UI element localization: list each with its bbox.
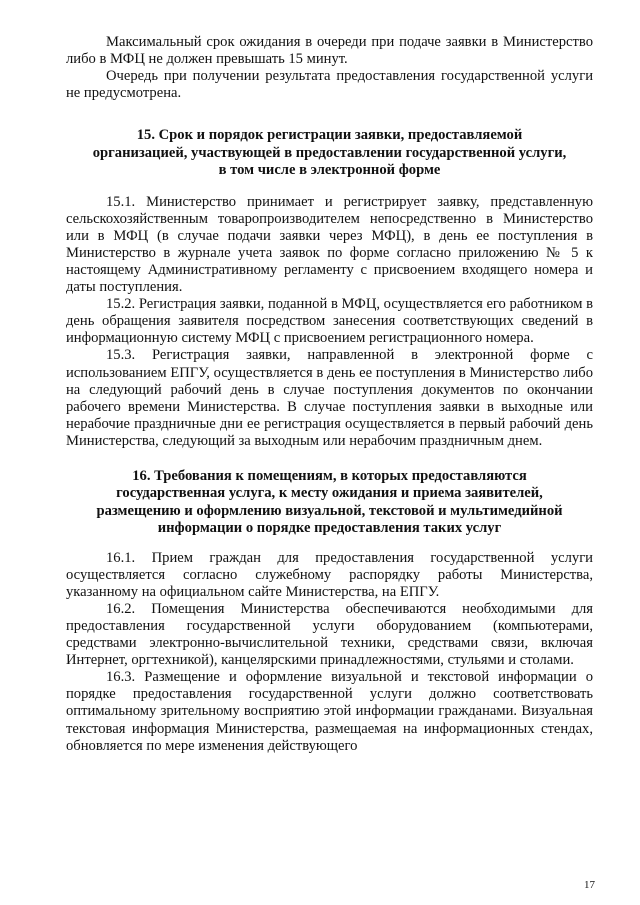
document-page xyxy=(66,34,593,755)
paragraph-queue-result: Очередь при получении результата предоставления государственной услуги не предусмотрена. xyxy=(66,68,593,102)
section-16-heading-line: размещению и оформлению визуальной, текстовой и мультимедийной xyxy=(96,502,563,519)
section-15-heading-line: в том числе в электронной форме xyxy=(218,162,441,179)
paragraph-16-3: 16.3. Размещение и оформление визуальной и текстовой информации о порядке предоставления государственной услуги должно соответствовать оптимальному зрительному восприятию этой информации гражданами. Визуальная текстовая информация Министерства, размещаемая на информационных стендах, обновляется по мере изменения действующего xyxy=(66,669,593,754)
page-number: 17 xyxy=(584,879,595,891)
section-15-heading-line: организацией, участвующей в предоставлении государственной услуги, xyxy=(92,144,567,161)
section-16-heading xyxy=(66,468,593,538)
paragraph-queue-wait: Максимальный срок ожидания в очереди при подаче заявки в Министерство либо в МФЦ не должен превышать 15 минут. xyxy=(66,34,593,68)
paragraph-15-2: 15.2. Регистрация заявки, поданной в МФЦ, осуществляется его работником в день обращения заявителя посредством занесения соответствующих сведений в информационную систему МФЦ с присвоением регистрационного номера. xyxy=(66,296,593,347)
paragraph-16-2: 16.2. Помещения Министерства обеспечиваются необходимыми для предоставления государственной услуги оборудованием (компьютерами, средствами электронно-вычислительной техники, средствами связи, включая Интернет, оргтехникой), канцелярскими принадлежностями, стульями и столами. xyxy=(66,600,593,669)
section-15-heading-line: 15. Срок и порядок регистрации заявки, предоставляемой xyxy=(136,127,523,144)
paragraph-15-1: 15.1. Министерство принимает и регистрирует заявку, представленную сельскохозяйственным товаропроизводителем непосредственно в Министерство или в МФЦ (в случае подачи заявки через МФЦ), в день ее поступления в Министерство в журнале учета заявок по форме согласно приложению № 5 к настоящему Административному регламенту с присвоением входящего номера и даты поступления. xyxy=(66,193,593,296)
section-16-heading-line: информации о порядке предоставления таких услуг xyxy=(157,520,502,537)
paragraph-16-1: 16.1. Прием граждан для предоставления государственной услуги осуществляется согласно служебному распорядку работы Министерства, указанному на официальном сайте Министерства, на ЕПГУ. xyxy=(66,549,593,600)
section-16-heading-line: 16. Требования к помещениям, в которых предоставляются xyxy=(132,468,527,484)
section-15-heading xyxy=(66,127,593,179)
section-16-heading-line: государственная услуга, к месту ожидания и приема заявителей, xyxy=(116,485,543,502)
paragraph-15-3: 15.3. Регистрация заявки, направленной в электронной форме с использованием ЕПГУ, осуществляется в день ее поступления в Министерство либо на следующий рабочий день в случае поступления документов по окончании рабочего времени Министерства. В случае поступления заявки в выходные или нерабочие праздничные дни ее регистрация осуществляется в первый рабочий день Министерства, следующий за выходным или нерабочим праздничным днем. xyxy=(66,347,593,449)
